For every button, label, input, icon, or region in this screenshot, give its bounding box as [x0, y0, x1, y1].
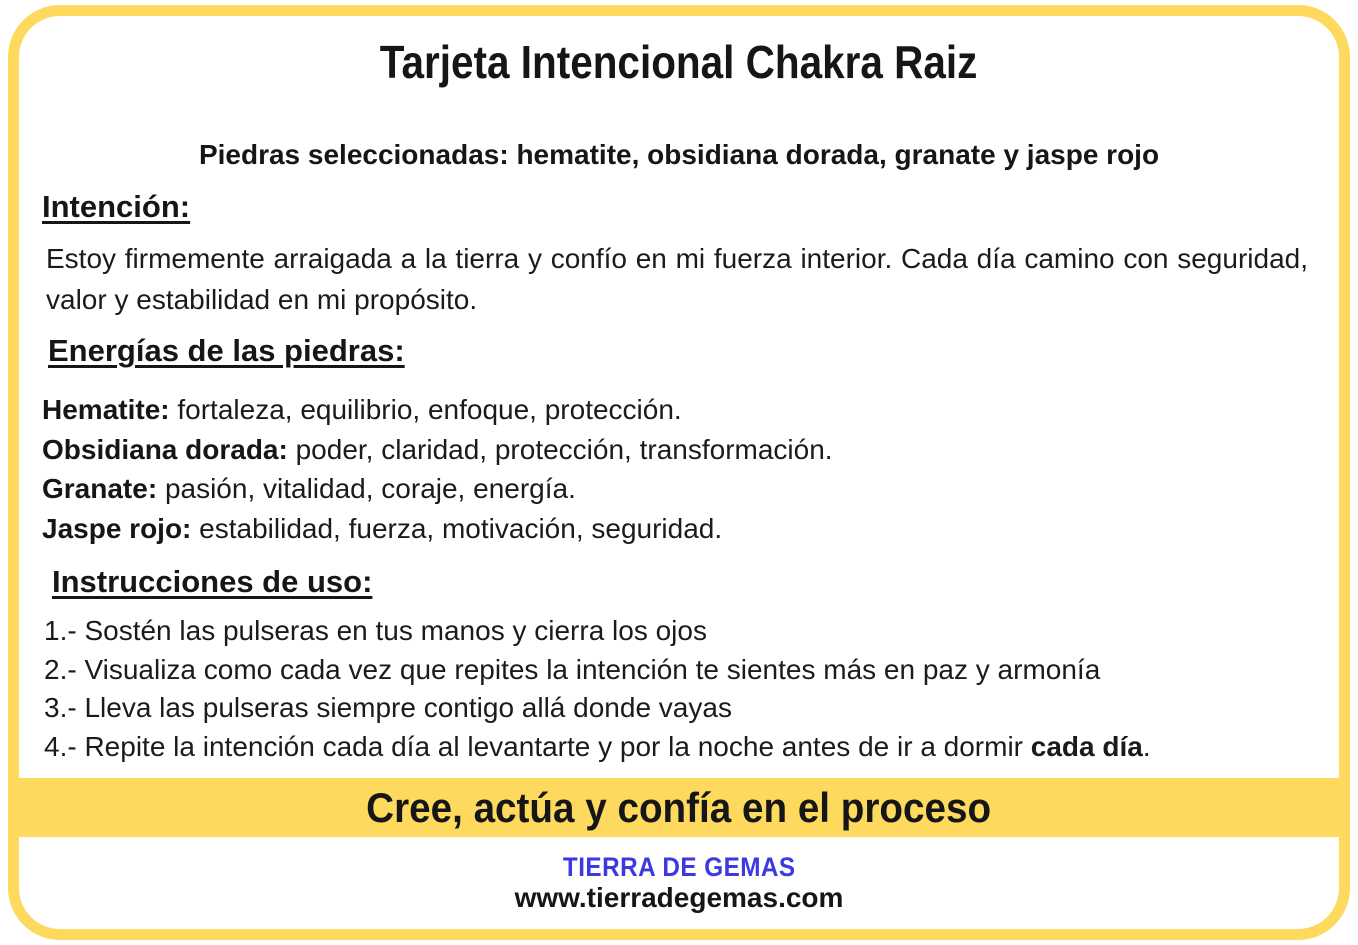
motivation-banner	[8, 778, 1350, 837]
stone-name: Hematite:	[42, 394, 170, 425]
stone-name: Jaspe rojo:	[42, 512, 192, 544]
stone-energies-list	[42, 390, 1318, 548]
motivation-banner-text: Cree, actúa y confía en el proceso	[366, 783, 992, 831]
intention-heading: Intención:	[42, 189, 191, 224]
stone-properties: pasión, vitalidad, coraje, energía.	[164, 473, 576, 504]
intention-text: Estoy firmemente arraigada a la tierra y confío en mi fuerza interior. Cada día camino con seguridad, valor y estabilidad en mi propósito.	[46, 243, 1308, 315]
brand-row	[0, 852, 1358, 883]
card-title: Tarjeta Intencional Chakra Raiz	[380, 36, 978, 88]
instruction-step-3: 3.- Lleva las pulseras siempre contigo allá donde vayas	[44, 692, 732, 723]
stone-properties: estabilidad, fuerza, motivación, seguridad.	[199, 512, 723, 544]
card-title-row	[0, 36, 1358, 88]
stone-name: Obsidiana dorada:	[42, 433, 288, 465]
usage-instructions-heading: Instrucciones de uso:	[52, 564, 373, 599]
brand-name: TIERRA DE GEMAS	[562, 852, 796, 882]
instruction-step-1: 1.- Sostén las pulseras en tus manos y cierra los ojos	[44, 615, 707, 646]
usage-instructions-list	[44, 612, 1328, 766]
stone-name: Granate:	[42, 473, 158, 504]
website-url: www.tierradegemas.com	[514, 882, 844, 913]
stone-item-obsidiana	[42, 430, 1318, 470]
stone-properties: poder, claridad, protección, transformación.	[295, 433, 833, 465]
instruction-step-4-emphasis: cada día	[1030, 730, 1143, 762]
instruction-step-4: 4.- Repite la intención cada día al levantarte y por la noche antes de ir a dormir cada día.	[44, 730, 1151, 762]
stone-item-granate	[42, 469, 1318, 509]
stone-properties: fortaleza, equilibrio, enfoque, protección.	[177, 394, 682, 425]
stone-energies-heading: Energías de las piedras:	[48, 333, 405, 368]
stone-item-jaspe	[42, 509, 1318, 549]
stone-item-hematite	[42, 390, 1318, 430]
instruction-step-2: 2.- Visualiza como cada vez que repites la intención te sientes más en paz y armonía	[44, 653, 1101, 685]
selected-stones-subtitle: Piedras seleccionadas: hematite, obsidiana dorada, granate y jaspe rojo	[198, 139, 1160, 170]
